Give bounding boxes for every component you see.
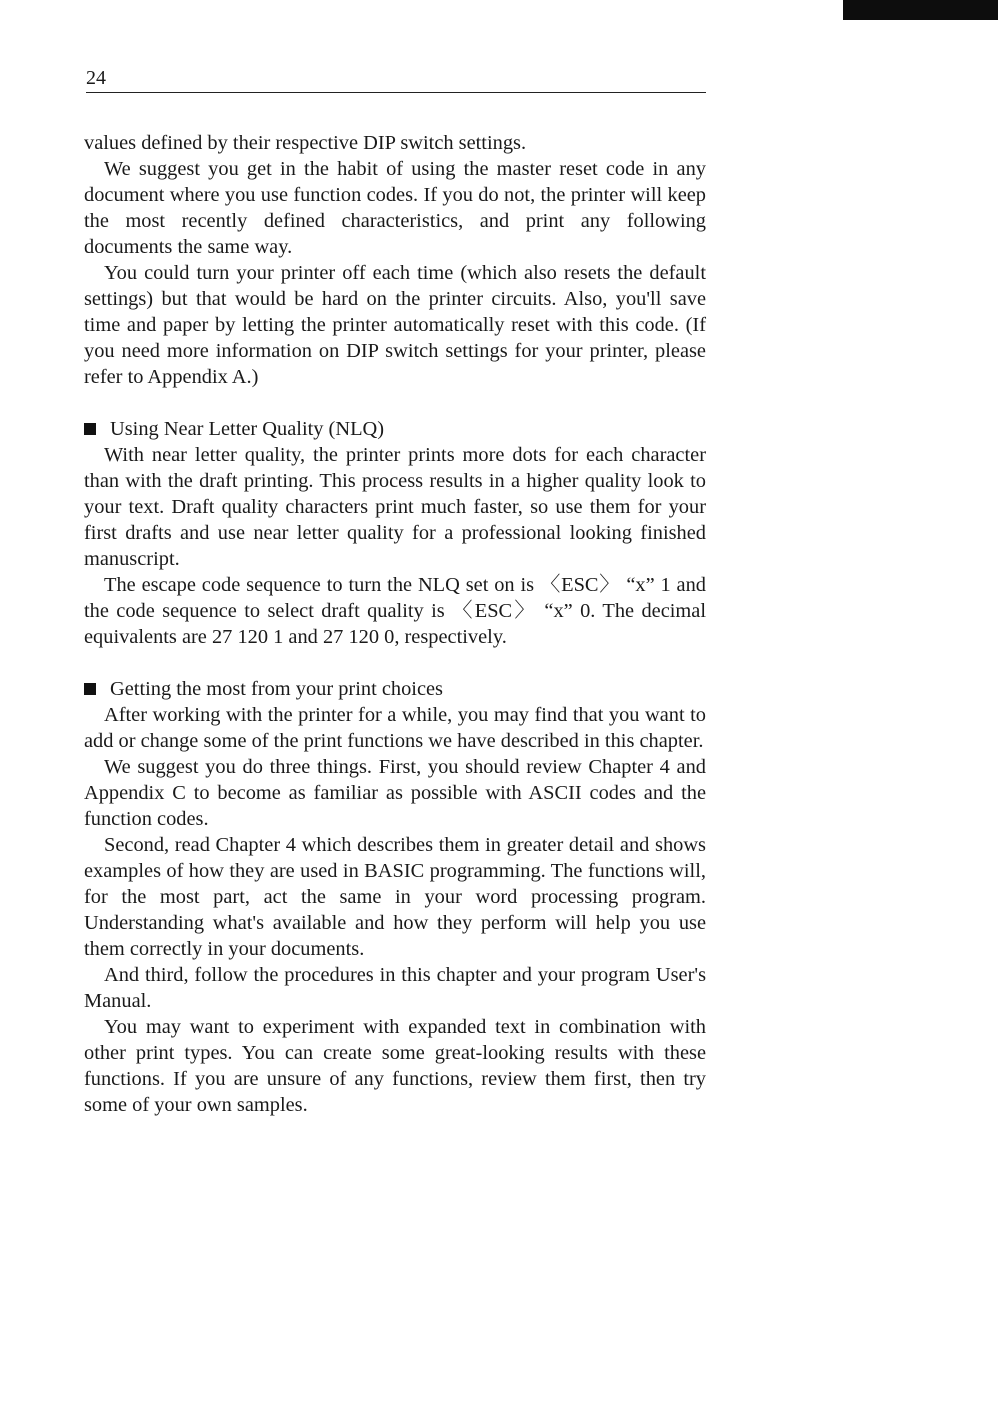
section-heading-text: Getting the most from your print choices [110, 678, 443, 700]
page-corner-tab [843, 0, 998, 20]
paragraph: After working with the printer for a while, you may find that you want to add or change some of the print functions we have described in this chapter. [84, 704, 706, 752]
page-header [86, 66, 706, 93]
paragraph: The escape code sequence to turn the NLQ set on is 〈ESC〉 “x” 1 and the code sequence to select draft quality is 〈ESC〉 “x” 0. The decimal equivalents are 27 120 1 and 27 120 0, respectively. [84, 574, 706, 648]
paragraph: You could turn your printer off each time (which also resets the default settings) but that would be hard on the printer circuits. Also, you'll save time and paper by letting the printer automatically reset with this code. (If you need more information on DIP switch settings for your printer, please refer to Appendix A.) [84, 262, 706, 388]
section-heading-text: Using Near Letter Quality (NLQ) [110, 418, 385, 440]
paragraph: values defined by their respective DIP switch settings. [84, 132, 527, 154]
section-heading-print-choices [84, 676, 706, 702]
paragraph: With near letter quality, the printer prints more dots for each character than with the draft printing. This process results in a higher quality look to your text. Draft quality characters print much faster, so use them for your first drafts and use near letter quality for a professional looking finished manuscript. [84, 444, 706, 570]
page-body [84, 130, 706, 1118]
paragraph: You may want to experiment with expanded text in combination with other print types. You can create some great-looking results with these functions. If you are unsure of any functions, review them first, then try some of your own samples. [84, 1016, 706, 1116]
square-bullet-icon [84, 683, 96, 695]
header-rule [86, 92, 706, 93]
section-heading-nlq [84, 416, 706, 442]
paragraph: We suggest you do three things. First, you should review Chapter 4 and Appendix C to become as familiar as possible with ASCII codes and the function codes. [84, 756, 706, 830]
paragraph: And third, follow the procedures in this chapter and your program User's Manual. [84, 964, 706, 1012]
paragraph: We suggest you get in the habit of using the master reset code in any document where you use function codes. If you do not, the printer will keep the most recently defined characteristics, and print any following documents the same way. [84, 158, 706, 258]
page-number: 24 [86, 67, 106, 89]
paragraph: Second, read Chapter 4 which describes them in greater detail and shows examples of how they are used in BASIC programming. The functions will, for the most part, act the same in your word processing program. Understanding what's available and how they perform will help you use them correctly in your documents. [84, 834, 706, 960]
square-bullet-icon [84, 423, 96, 435]
